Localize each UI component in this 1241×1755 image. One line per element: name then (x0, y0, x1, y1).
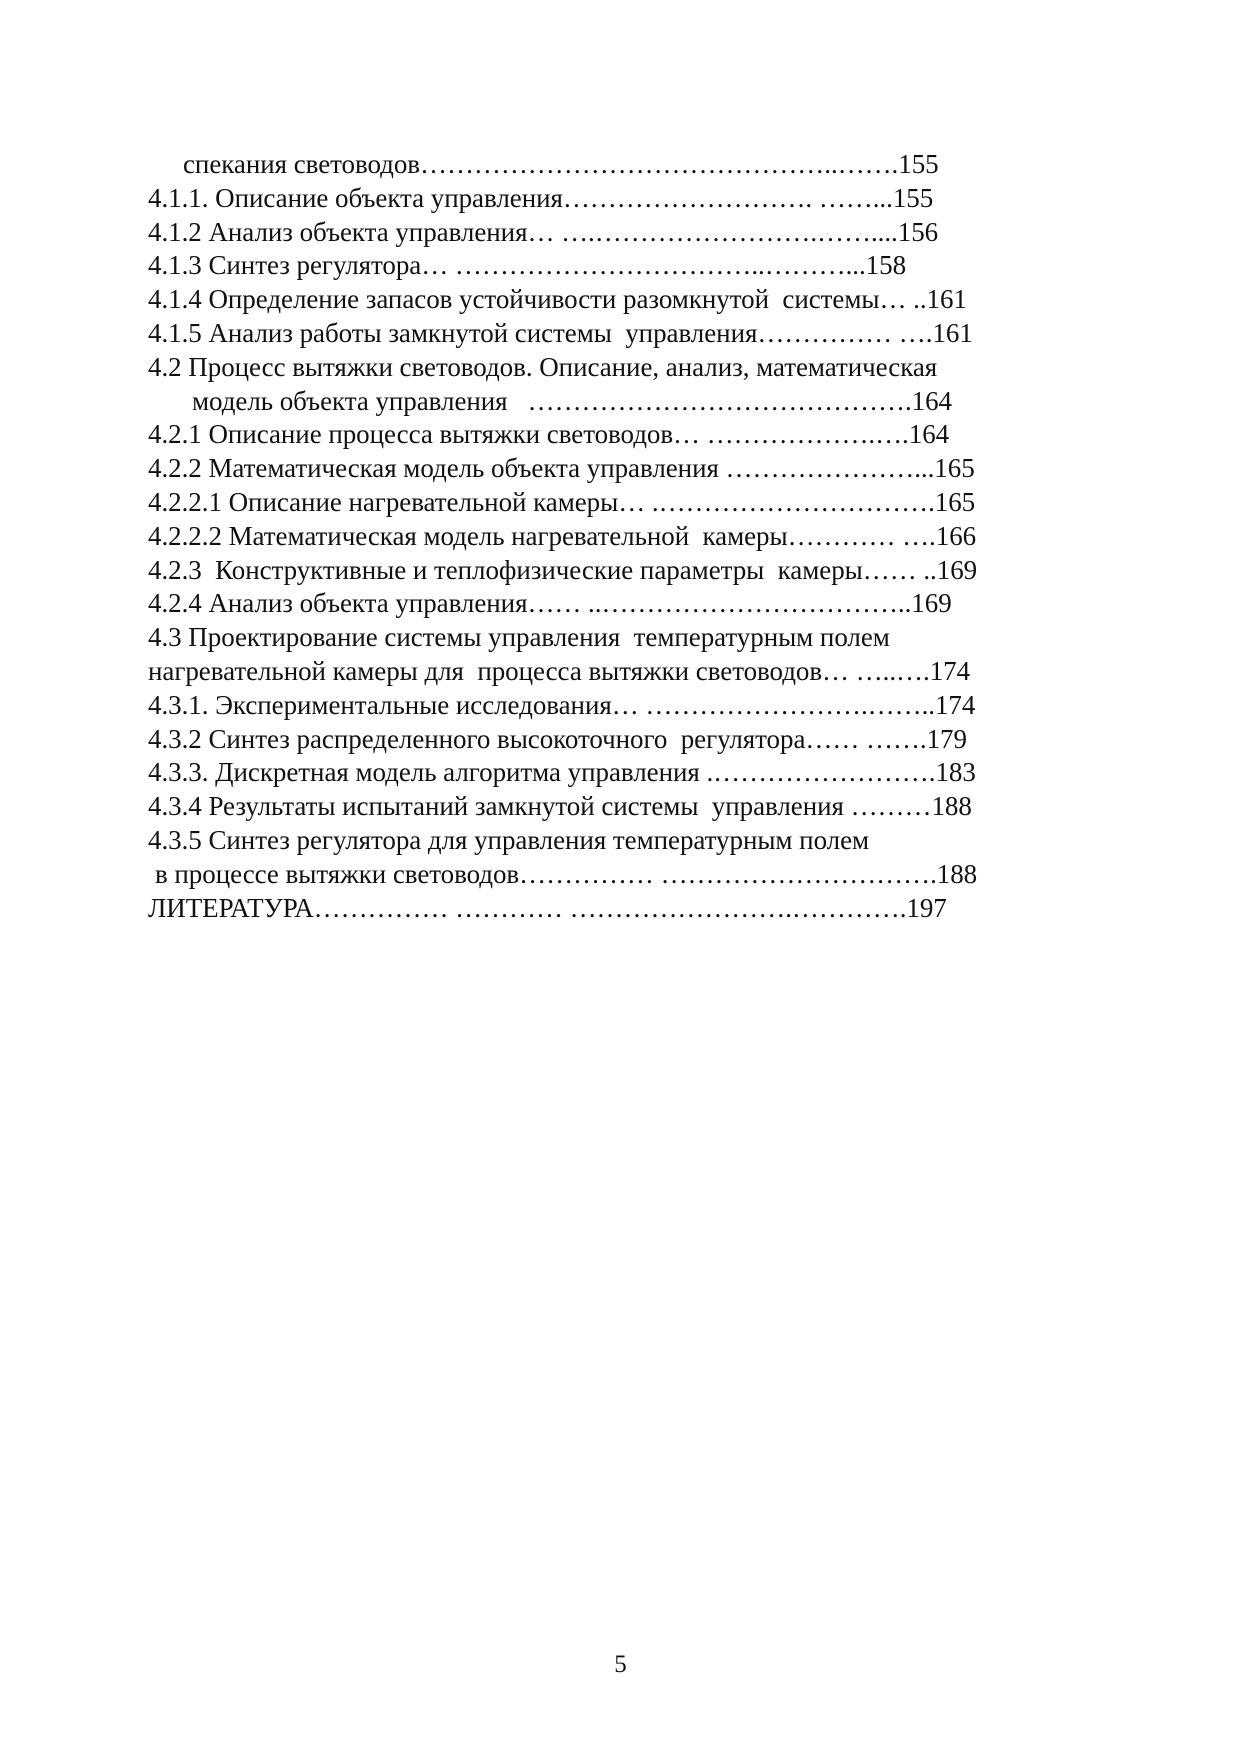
toc-line-text: 4.2.1 Описание процесса вытяжки световодов… ……………….….164 (148, 419, 950, 450)
toc-line-text: 4.3.5 Синтез регулятора для управления температурным полем (148, 824, 870, 855)
toc-line-text: 4.3.1. Экспериментальные исследования… …………………….……..174 (148, 689, 976, 720)
toc-line (0, 452, 1241, 486)
toc-line-text: 4.1.3 Синтез регулятора… ……………………………..………...158 (148, 250, 907, 281)
toc-line-text: 4.1.4 Определение запасов устойчивости разомкнутой системы… ..161 (148, 284, 967, 315)
toc-line (0, 790, 1241, 824)
toc-line (0, 824, 1241, 858)
toc-line-text: модель объекта управления …………………………………….164 (192, 385, 953, 416)
toc-line (0, 249, 1241, 283)
table-of-contents (0, 148, 1241, 925)
toc-line (0, 418, 1241, 452)
toc-line (0, 723, 1241, 757)
toc-line (0, 858, 1241, 892)
toc-line (0, 486, 1241, 520)
toc-line (0, 554, 1241, 588)
toc-line (0, 655, 1241, 689)
toc-line (0, 317, 1241, 351)
toc-line (0, 148, 1241, 182)
toc-line (0, 351, 1241, 385)
toc-line-text: 4.1.1. Описание объекта управления………………………. ……...155 (148, 182, 934, 213)
toc-line (0, 520, 1241, 554)
toc-line (0, 283, 1241, 317)
toc-line-text: 4.3.4 Результаты испытаний замкнутой системы управления ………188 (148, 791, 972, 822)
toc-line-text: 4.1.2 Анализ объекта управления… ….…………………….……....156 (148, 216, 939, 247)
toc-line-text: 4.2.4 Анализ объекта управления…… ..……………………………..169 (148, 588, 952, 619)
toc-line-text: 4.2.2 Математическая модель объекта управления …………………...165 (148, 453, 975, 484)
toc-line-text: 4.2 Процесс вытяжки световодов. Описание, анализ, математическая (148, 351, 938, 382)
toc-line-text: 4.3.3. Дискретная модель алгоритма управления .…………………….183 (148, 757, 976, 788)
toc-line-text: 4.3 Проектирование системы управления температурным полем (148, 622, 890, 653)
toc-line (0, 216, 1241, 250)
toc-line-text: 4.2.2.2 Математическая модель нагревательной камеры………… ….166 (148, 520, 977, 551)
toc-line (0, 756, 1241, 790)
toc-line (0, 182, 1241, 216)
toc-line-text: ЛИТЕРАТУРА…………… ………… …………………….………….197 (148, 892, 947, 923)
toc-line (0, 385, 1241, 419)
toc-line (0, 621, 1241, 655)
toc-line (0, 689, 1241, 723)
toc-line-text: 4.2.2.1 Описание нагревательной камеры… .………………………….165 (148, 486, 976, 517)
toc-line (0, 892, 1241, 926)
toc-line-text: спекания световодов………………………………………..…….155 (183, 149, 939, 179)
toc-line-text: нагревательной камеры для процесса вытяжки световодов… …..….174 (148, 655, 971, 686)
toc-line-text: 4.2.3 Конструктивные и теплофизические параметры камеры…… ..169 (148, 554, 978, 585)
toc-line-text: 4.1.5 Анализ работы замкнутой системы управления…………… ….161 (148, 317, 973, 348)
toc-line (0, 587, 1241, 621)
toc-line-text: в процессе вытяжки световодов…………… ………………………….188 (155, 858, 978, 889)
toc-line-text: 4.3.2 Синтез распределенного высокоточного регулятора…… …….179 (148, 723, 967, 754)
page-number: 5 (614, 1651, 627, 1678)
